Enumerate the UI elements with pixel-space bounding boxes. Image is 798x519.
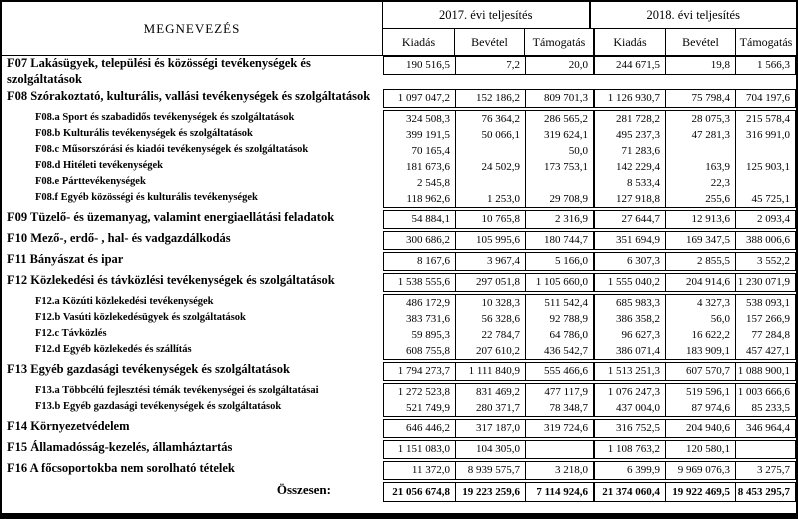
value-cell-r11-c0: 1 151 083,0: [397, 443, 450, 455]
value-cell-r2-0-c0: 324 508,3: [406, 113, 450, 125]
value-cell-r3-c1: 10 765,8: [455, 211, 525, 228]
value-cell-r9-1-c4: 87 974,6: [665, 400, 735, 416]
value-cell-r7-2-c3: 96 627,3: [593, 327, 665, 343]
value-cell-r2-5-c2: 29 708,9: [525, 191, 593, 207]
row-label: F15 Államadósság-kezelés, államháztartás: [7, 440, 233, 454]
value-strip: [383, 273, 796, 292]
value-cell-r6-c5: 1 230 071,9: [735, 274, 795, 291]
value-cell-r6-c3: 1 555 040,2: [593, 274, 665, 291]
value-cell-r7-1-c3: 386 358,2: [593, 311, 665, 327]
column-header-megnevezes: MEGNEVEZÉS: [2, 2, 383, 55]
header-value-area: [383, 2, 796, 55]
table-body: [2, 56, 796, 502]
value-cell-r7-1-c1: 56 328,6: [455, 311, 525, 327]
value-cell-r2-0-c1: 76 364,2: [455, 111, 525, 127]
value-cell-r0-c2: 20,0: [525, 57, 593, 74]
row-label: F16 A főcsoportokba nem sorolható tételek: [7, 461, 235, 475]
value-cell-r2-1-c2: 319 624,1: [525, 127, 593, 143]
value-strip: [383, 252, 796, 271]
value-cell-r7-3-c0: 608 755,8: [406, 345, 450, 357]
row-label: F11 Bányászat és ipar: [7, 252, 124, 266]
value-cell-r5-c4: 2 855,5: [665, 253, 735, 270]
value-cell-r7-1-c2: 92 788,9: [525, 311, 593, 327]
value-cell-r4-c1: 105 995,6: [455, 232, 525, 249]
column-header-kiadas-2017: Kiadás: [401, 34, 436, 49]
value-cell-r7-0-c4: 4 327,3: [665, 295, 735, 311]
value-cell-r9-1-c0: 521 749,9: [406, 402, 450, 414]
value-cell-r9-0-c2: 477 117,9: [525, 384, 593, 400]
value-cell-r9-0-c1: 831 469,2: [455, 384, 525, 400]
value-cell-r12-c1: 8 939 575,7: [455, 462, 525, 479]
value-strip: [383, 89, 796, 108]
value-cell-r2-4-c5: [735, 175, 795, 191]
value-cell-r13-c5: 8 453 295,7: [735, 483, 795, 501]
value-cell-r2-5-c4: 255,6: [665, 191, 735, 207]
value-cell-r4-c0: 300 686,2: [406, 234, 450, 246]
value-cell-r9-0-c3: 1 076 247,3: [593, 384, 665, 400]
table-row: [2, 273, 796, 292]
row-label: F09 Tüzelő- és üzemanyag, valamint energiaellátási feladatok: [7, 210, 335, 224]
value-cell-r2-1-c5: 316 991,0: [735, 127, 795, 143]
value-cell-r2-5-c1: 1 253,0: [455, 191, 525, 207]
row-label: F08.b Kulturális tevékenységek és szolgáltatások: [35, 128, 253, 139]
value-cell-r5-c5: 3 552,2: [735, 253, 795, 270]
value-cell-r2-3-c2: 173 753,1: [525, 159, 593, 175]
value-cell-r7-0-c1: 10 328,3: [455, 295, 525, 311]
value-cell-r2-4-c2: [525, 175, 593, 191]
value-cell-r7-1-c5: 157 266,9: [735, 311, 795, 327]
value-cell-r2-4-c0: 2 545,8: [417, 177, 450, 189]
value-strip: [383, 56, 796, 75]
value-cell-r0-c4: 19,8: [665, 57, 735, 74]
row-label: F08.d Hitéleti tevékenységek: [35, 160, 164, 171]
row-label: F12 Közlekedési és távközlési tevékenységek és szolgáltatások: [7, 273, 335, 287]
value-cell-r5-c2: 5 166,0: [525, 253, 593, 270]
value-cell-r7-0-c2: 511 542,4: [525, 295, 593, 311]
sub-row-labels: [2, 110, 383, 206]
year-group-2017: 2017. évi teljesítés: [439, 7, 533, 22]
value-cell-r2-5-c5: 45 725,1: [735, 191, 795, 207]
row-label: F08.a Sport és szabadidős tevékenységek és szolgáltatások: [35, 112, 295, 123]
value-cell-r4-c3: 351 694,9: [593, 232, 665, 249]
value-cell-r7-3-c1: 207 610,2: [455, 343, 525, 359]
value-strip: [383, 440, 796, 459]
table-row: [2, 231, 796, 250]
value-cell-r3-c3: 27 644,7: [593, 211, 665, 228]
value-strip: [383, 461, 796, 480]
value-cell-r7-0-c5: 538 093,1: [735, 295, 795, 311]
value-cell-r0-c5: 1 566,3: [735, 57, 795, 74]
value-cell-r13-c2: 7 114 924,6: [525, 483, 593, 501]
value-cell-r12-c3: 6 399,9: [593, 462, 665, 479]
value-strip: [383, 110, 796, 208]
column-header-kiadas-2018: Kiadás: [593, 29, 665, 55]
value-cell-r2-2-c0: 70 165,4: [411, 145, 450, 157]
year-group-row: [383, 2, 796, 29]
row-label: F08 Szórakoztató, kulturális, vallási tevékenységek és szolgáltatások: [7, 89, 371, 103]
value-cell-r3-c5: 2 093,4: [735, 211, 795, 228]
sub-row-labels: [2, 294, 383, 358]
value-cell-r8-c4: 607 570,7: [665, 363, 735, 380]
value-cell-r2-3-c3: 142 229,4: [593, 159, 665, 175]
value-cell-r2-3-c0: 181 673,6: [406, 161, 450, 173]
value-cell-r7-2-c0: 59 895,3: [411, 329, 450, 341]
table-row: [2, 210, 796, 229]
table-row: [2, 362, 796, 381]
value-cell-r9-1-c2: 78 348,7: [525, 400, 593, 416]
value-cell-r3-c0: 54 884,1: [411, 213, 450, 225]
value-cell-r3-c4: 12 913,6: [665, 211, 735, 228]
row-label: F12.c Távközlés: [35, 328, 107, 339]
value-cell-r13-c1: 19 223 259,6: [455, 483, 525, 501]
value-cell-r8-c3: 1 513 251,3: [593, 363, 665, 380]
column-header-bevetel-2018: Bevétel: [665, 29, 735, 55]
value-cell-r12-c4: 9 969 076,3: [665, 462, 735, 479]
table-row: [2, 89, 796, 108]
value-cell-r2-2-c1: [455, 143, 525, 159]
table-row: [2, 252, 796, 271]
value-cell-r2-2-c2: 50,0: [525, 143, 593, 159]
value-cell-r13-c3: 21 374 060,4: [593, 483, 665, 501]
value-cell-r2-4-c3: 8 533,4: [593, 175, 665, 191]
value-strip: [383, 294, 796, 360]
value-cell-r2-3-c4: 163,9: [665, 159, 735, 175]
value-cell-r0-c0: 190 516,5: [406, 59, 450, 71]
value-cell-r7-3-c4: 183 909,1: [665, 343, 735, 359]
value-cell-r1-c0: 1 097 047,2: [397, 92, 450, 104]
value-cell-r1-c4: 75 798,4: [665, 90, 735, 107]
value-cell-r6-c1: 297 051,8: [455, 274, 525, 291]
subcolumn-header-row: [383, 29, 796, 55]
value-cell-r2-2-c4: [665, 143, 735, 159]
year-group-2018: 2018. évi teljesítés: [589, 2, 797, 28]
row-label: F08.f Egyéb közösségi és kulturális tevékenységek: [35, 192, 258, 203]
value-cell-r7-2-c1: 22 784,7: [455, 327, 525, 343]
row-label: F08.c Műsorszórási és kiadói tevékenységek és szolgáltatások: [35, 144, 309, 155]
value-cell-r8-c0: 1 794 273,7: [397, 365, 450, 377]
value-cell-r2-1-c0: 399 191,5: [406, 129, 450, 141]
table-row: [2, 56, 796, 87]
value-strip: [383, 383, 796, 417]
sub-row-labels: [2, 383, 383, 415]
value-cell-r2-4-c1: [455, 175, 525, 191]
value-cell-r11-c1: 104 305,0: [455, 441, 525, 458]
value-cell-r7-3-c5: 457 427,1: [735, 343, 795, 359]
value-cell-r3-c2: 2 316,9: [525, 211, 593, 228]
value-cell-r2-5-c3: 127 918,8: [593, 191, 665, 207]
value-cell-r9-0-c4: 519 596,1: [665, 384, 735, 400]
column-header-tamogatas-2018: Támogatás: [735, 29, 796, 55]
value-cell-r9-1-c3: 437 004,0: [593, 400, 665, 416]
value-cell-r5-c1: 3 967,4: [455, 253, 525, 270]
table-row: [2, 440, 796, 459]
total-row: [2, 482, 796, 502]
value-cell-r11-c3: 1 108 763,2: [593, 441, 665, 458]
table-row: [2, 419, 796, 438]
value-cell-r2-1-c3: 495 237,3: [593, 127, 665, 143]
value-cell-r1-c2: 809 701,3: [525, 90, 593, 107]
value-cell-r12-c2: 3 218,0: [525, 462, 593, 479]
row-label: F10 Mező-, erdő- , hal- és vadgazdálkodás: [7, 231, 231, 245]
column-header-tamogatas-2017: Támogatás: [524, 29, 593, 55]
value-cell-r1-c5: 704 197,6: [735, 90, 795, 107]
value-strip: [383, 419, 796, 438]
value-cell-r9-0-c5: 1 003 666,6: [735, 384, 795, 400]
value-strip: [383, 482, 796, 502]
value-strip: [383, 231, 796, 250]
value-cell-r8-c1: 1 111 840,9: [455, 363, 525, 380]
value-cell-r7-0-c3: 685 983,3: [593, 295, 665, 311]
value-strip: [383, 210, 796, 229]
value-cell-r6-c0: 1 538 555,6: [397, 276, 450, 288]
value-cell-r7-2-c4: 16 622,2: [665, 327, 735, 343]
value-cell-r10-c5: 346 964,4: [735, 420, 795, 437]
value-cell-r10-c4: 204 940,6: [665, 420, 735, 437]
value-cell-r1-c1: 152 186,2: [455, 90, 525, 107]
value-cell-r0-c1: 7,2: [455, 57, 525, 74]
column-header-bevetel-2017: Bevétel: [454, 29, 524, 55]
row-label: Összesen:: [276, 482, 331, 497]
value-cell-r2-3-c1: 24 502,9: [455, 159, 525, 175]
value-cell-r12-c0: 11 372,0: [411, 464, 450, 476]
value-cell-r2-1-c4: 47 281,3: [665, 127, 735, 143]
value-cell-r1-c3: 1 126 930,7: [593, 90, 665, 107]
value-cell-r2-0-c2: 286 565,2: [525, 111, 593, 127]
value-cell-r13-c0: 21 056 674,8: [392, 486, 450, 498]
value-cell-r2-0-c5: 215 578,4: [735, 111, 795, 127]
value-cell-r7-2-c2: 64 786,0: [525, 327, 593, 343]
value-cell-r9-1-c5: 85 233,5: [735, 400, 795, 416]
value-cell-r4-c2: 180 744,7: [525, 232, 593, 249]
value-cell-r4-c5: 388 006,6: [735, 232, 795, 249]
value-cell-r13-c4: 19 922 469,5: [665, 483, 735, 501]
value-cell-r11-c5: [735, 441, 795, 458]
row-label: F12.b Vasúti közlekedésügyek és szolgáltatások: [35, 312, 246, 323]
value-cell-r6-c4: 204 914,6: [665, 274, 735, 291]
value-cell-r6-c2: 1 105 660,0: [525, 274, 593, 291]
value-cell-r11-c2: [525, 441, 593, 458]
value-cell-r0-c3: 244 671,5: [593, 57, 665, 74]
value-cell-r11-c4: 120 580,1: [665, 441, 735, 458]
sub-row-group: [2, 383, 796, 417]
value-cell-r12-c5: 3 275,7: [735, 462, 795, 479]
value-cell-r7-1-c4: 56,0: [665, 311, 735, 327]
value-cell-r9-1-c1: 280 371,7: [455, 400, 525, 416]
value-cell-r10-c2: 319 724,6: [525, 420, 593, 437]
value-cell-r5-c3: 6 307,3: [593, 253, 665, 270]
value-cell-r2-4-c4: 22,3: [665, 175, 735, 191]
value-cell-r8-c5: 1 088 900,1: [735, 363, 795, 380]
value-cell-r7-2-c5: 77 284,8: [735, 327, 795, 343]
value-cell-r2-2-c3: 71 283,6: [593, 143, 665, 159]
value-cell-r8-c2: 555 466,6: [525, 363, 593, 380]
value-cell-r4-c4: 169 347,5: [665, 232, 735, 249]
value-cell-r10-c3: 316 752,5: [593, 420, 665, 437]
value-cell-r2-0-c3: 281 728,2: [593, 111, 665, 127]
value-cell-r2-0-c4: 28 075,3: [665, 111, 735, 127]
row-label: F07 Lakásügyek, települési és közösségi tevékenységek és szolgáltatások: [7, 56, 311, 86]
sub-row-group: [2, 110, 796, 208]
value-cell-r2-1-c1: 50 066,1: [455, 127, 525, 143]
value-cell-r7-3-c2: 436 542,7: [525, 343, 593, 359]
value-cell-r2-5-c0: 118 962,6: [406, 193, 450, 205]
value-cell-r2-3-c5: 125 903,1: [735, 159, 795, 175]
row-label: F13.a Többcélú fejlesztési témák tevékenységei és szolgáltatásai: [35, 385, 319, 396]
row-label: F08.e Párttevékenységek: [35, 176, 146, 187]
row-label: F13.b Egyéb gazdasági tevékenységek és szolgáltatások: [35, 401, 282, 412]
row-label: F14 Környezetvédelem: [7, 419, 130, 433]
row-label: F12.d Egyéb közlekedés és szállítás: [35, 344, 192, 355]
value-cell-r10-c0: 646 446,2: [406, 422, 450, 434]
value-strip: [383, 362, 796, 381]
value-cell-r7-0-c0: 486 172,9: [406, 297, 450, 309]
row-label: F12.a Közúti közlekedési tevékenységek: [35, 296, 214, 307]
row-label: F13 Egyéb gazdasági tevékenységek és szolgáltatások: [7, 362, 290, 376]
value-cell-r7-3-c3: 386 071,4: [593, 343, 665, 359]
sub-row-group: [2, 294, 796, 360]
value-cell-r2-2-c5: [735, 143, 795, 159]
value-cell-r10-c1: 317 187,0: [455, 420, 525, 437]
table-row: [2, 461, 796, 480]
value-cell-r7-1-c0: 383 731,6: [406, 313, 450, 325]
value-cell-r5-c0: 8 167,6: [417, 255, 450, 267]
table-header: [2, 2, 796, 56]
value-cell-r9-0-c0: 1 272 523,8: [397, 386, 450, 398]
